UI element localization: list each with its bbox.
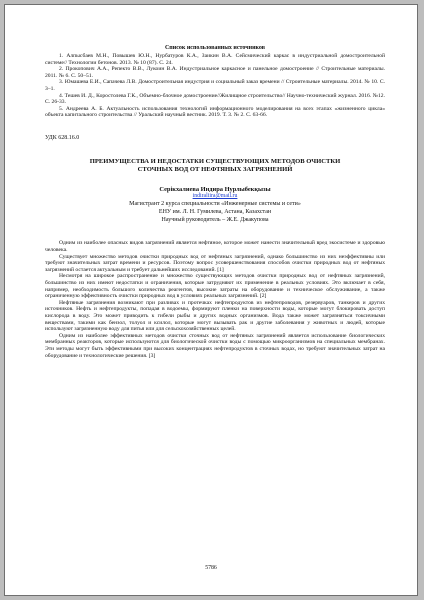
article-body	[45, 240, 385, 359]
article-title	[45, 158, 385, 174]
page-content	[45, 45, 385, 359]
references-title: Список использованных источников	[164, 45, 266, 51]
body-paragraph-1: Одним из наиболее опасных видов загрязнений является нефтяное, которое может нанести значительный вред экосистеме и здоровью человека.	[45, 240, 385, 254]
udk-code: УДК 628.16.0	[45, 134, 80, 141]
reference-item-1: 1. Алпысбаев М.Н., Повышев Ю.Н., Нурбатуров К.А., Заикин В.А. Сейсмический каркас в индустриальной домостроительной системе// Технологии бетонов. 2013. № 10 (87). С. 24.	[45, 53, 385, 66]
article-title-line-2: СТОЧНЫХ ВОД ОТ НЕФТЯНЫХ ЗАГРЯЗНЕНИЙ	[137, 165, 293, 173]
article-title-line-1: ПРЕИМУЩЕСТВА И НЕДОСТАТКИ СУЩЕСТВУЮЩИХ МЕТОДОВ ОЧИСТКИ	[89, 157, 341, 165]
reference-item-2: 2. Прокопович А.А., Репекто В.В., Лукоин В.А. Индустриальное каркасное и панельное домостроение // Строительные материалы. 2011. № 6. С. 50–51.	[45, 66, 385, 79]
supervisor: Научный руководитель – Ж.Е. Джакупова	[161, 217, 269, 224]
document-page	[4, 4, 418, 596]
reference-item-3: 3. Юмашева Е.И., Сапачева Л.В. Домостроительная индустрия и социальный заказ времени // Строительные материалы. 2014. № 10. С. 3–1.	[45, 79, 385, 92]
author-email-link[interactable]: indiraliira@mail.ru	[192, 193, 238, 200]
body-paragraph-5: Одним из наиболее эффективных методов очистки сточных вод от нефтяных загрязнений является использование биологических мембранных реакторов, которые используются для биологической очистки воды с помощью микроорганизмов на специальных мембранах. Эти методы могут быть эффективными при высоких концентрациях нефтепродуктов в сточных водах, но требуют значительных затрат на оборудование и технологические решения. [3]	[45, 332, 385, 359]
author-name: Серікхалиева Индира Нурлыбекқызы	[159, 185, 271, 193]
body-paragraph-4: Нефтяные загрязнения возникают при разливах и протечках нефтепродуктов из нефтепроводов, резервуаров, танкеров и других источников. Нефть и нефтепродукты, попадая в водоемы, формируют пленки на поверхности воды, которые могут блокировать доступ кислорода в воду. Это может приводить к гибели рыбы и других водных организмов. Вода также может загрязняться токсичными веществами, такими как бензол, толуол и ксилол, которые могут вызывать рак и другие заболевания у животных и людей, которые используют загрязненную воду для питья или для сельскохозяйственных целей.	[45, 299, 385, 333]
page-number: 5786	[205, 565, 217, 571]
affiliation-program: Магистрант 2 курса специальности «Инженерные системы и сети»	[129, 201, 301, 208]
reference-item-4: 4. Тешев И. Д., Коростолева Г.К., Объемно-блочное домостроение//Жилищное строительство// Научно-технический журнал. 2016. №12. С. 26-33.	[45, 92, 385, 106]
affiliation-university: ЕНУ им. Л. Н. Гумилева, Астана, Казахстан	[158, 209, 272, 216]
reference-item-5: 5. Андреева А. Б. Актуальность использования технологий информационного моделирования на всех этапах «жизненного цикла» объекта капитального строительства // Уральский научный вестник. 2019. Т. 3. № 2. С. 63-66.	[45, 105, 385, 119]
body-paragraph-2: Существует множество методов очистки природных вод от нефтяных загрязнений, однако большинство из них неэффективны или требуют значительных затрат времени и ресурсов. Поэтому вопрос усовершенствования способов очистки природных вод от нефтяных загрязнений остается актуальным и требует дальнейших исследований. [1]	[45, 253, 385, 273]
body-paragraph-3: Несмотря на широкое распространение и множество существующих методов очистки природных вод от нефтяных загрязнений, большинство из них имеют недостатки и ограничения, которые затрудняют их применение в реальных условиях. Это включает в себя, например, необходимость большого количества реагентов, высокие затраты на оборудование и техническое обслуживание, а также ограниченную эффективность очистки природных вод в условиях реальных загрязнений. [2]	[45, 273, 385, 300]
